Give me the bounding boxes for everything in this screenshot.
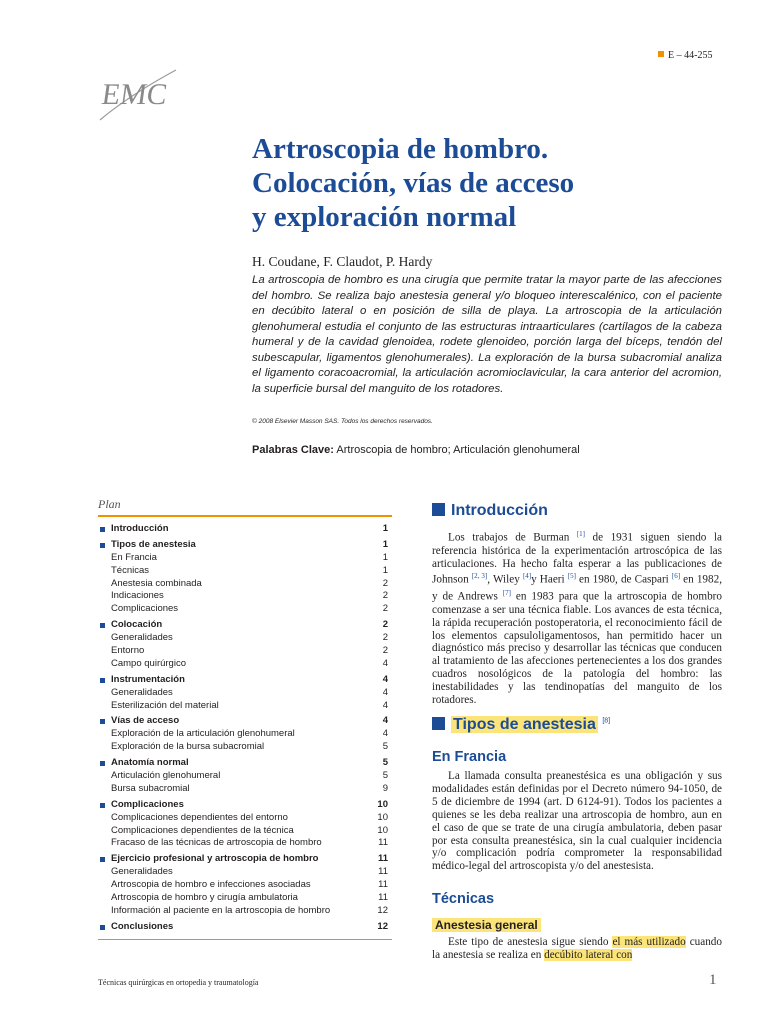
plan-item-page: 2 bbox=[382, 590, 388, 602]
plan-item-label: En Francia bbox=[111, 551, 157, 563]
citation-link[interactable]: [8] bbox=[602, 717, 611, 725]
citation-link[interactable]: [5] bbox=[567, 572, 576, 581]
plan-item-label: Anatomía normal bbox=[111, 757, 189, 769]
plan-title: Plan bbox=[98, 497, 121, 511]
plan-item-page: 11 bbox=[378, 866, 388, 878]
plan-item-page: 2 bbox=[382, 632, 388, 644]
section-heading-introduccion bbox=[432, 502, 548, 520]
reference-code: E – 44-255 bbox=[668, 50, 713, 61]
document-reference bbox=[658, 50, 712, 61]
plan-item-label: Artroscopia de hombro e infecciones asociadas bbox=[111, 879, 311, 891]
heading-text: Tipos de anestesia bbox=[453, 716, 596, 733]
bullet-square-icon bbox=[100, 803, 105, 808]
plan-item-label: Campo quirúrgico bbox=[111, 657, 186, 669]
plan-item-label: Artroscopia de hombro y cirugía ambulatoria bbox=[111, 892, 298, 904]
plan-item-label: Ejercicio profesional y artroscopia de hombro bbox=[111, 853, 319, 865]
plan-item-page: 2 bbox=[382, 645, 388, 657]
plan-item-page: 5 bbox=[382, 770, 388, 782]
plan-item-page: 12 bbox=[377, 904, 388, 916]
blue-square-icon bbox=[432, 503, 445, 516]
plan-subsection-item[interactable] bbox=[98, 552, 392, 565]
keywords-text: Artroscopia de hombro; Articulación glenohumeral bbox=[336, 444, 580, 456]
plan-subsection-item[interactable] bbox=[98, 770, 392, 783]
plan-section-item[interactable] bbox=[98, 757, 392, 770]
svg-text:EMC: EMC bbox=[99, 77, 170, 111]
authors: H. Coudane, F. Claudot, P. Hardy bbox=[252, 254, 433, 269]
plan-item-label: Técnicas bbox=[111, 564, 150, 576]
plan-item-label: Exploración de la articulación glenohumeral bbox=[111, 728, 295, 740]
plan-item-label: Colocación bbox=[111, 619, 163, 631]
page-number: 1 bbox=[709, 972, 717, 988]
plan-item-label: Complicaciones dependientes de la técnica bbox=[111, 824, 294, 836]
copyright: © 2008 Elsevier Masson SAS. Todos los derechos reservados. bbox=[252, 418, 433, 425]
plan-subsection-item[interactable] bbox=[98, 892, 392, 905]
title-line: Colocación, vías de acceso bbox=[252, 167, 575, 199]
plan-subsection-item[interactable] bbox=[98, 812, 392, 825]
plan-item-page: 4 bbox=[382, 699, 388, 711]
plan-item-page: 11 bbox=[378, 879, 388, 891]
plan-item-label: Complicaciones bbox=[111, 603, 179, 615]
plan-item-page: 11 bbox=[378, 892, 388, 904]
paragraph-introduccion: Los trabajos de Burman [1] de 1931 siguen siendo la referencia histórica de la experimentación artroscópica de las articulaciones. Ha hecho falta esperar a las publicaciones de Johnson [2, 3], Wiley [4]y Haeri [5] en 1980, de Caspari [6] en 1982, y de Andrews [7] en 1983 para que la artroscopia de hombro comenzase a ser una técnica fiable. Los avances de esta técnica, la rápida recuperación postoperatoria, el reconocimiento fácil de los elementos capsuloligamentosos, han permitido hacer un diagnóstico más preciso y desarrollar las técnicas que conducen al tratamiento de las afecciones pertenecientes a los dos grandes cuadros nosológicos de la patología del hombro: las inestabilidades y las tendinopatías del manguito de los rotadores. bbox=[432, 530, 722, 707]
bullet-square-icon bbox=[100, 543, 105, 548]
bullet-square-icon bbox=[100, 527, 105, 532]
bullet-square-icon bbox=[100, 719, 105, 724]
highlighted-text: decúbito lateral con bbox=[544, 948, 633, 961]
plan-item-page: 10 bbox=[377, 798, 388, 810]
plan-item-page: 1 bbox=[382, 564, 388, 576]
plan-item-label: Generalidades bbox=[111, 686, 173, 698]
plan-item-label: Instrumentación bbox=[111, 673, 185, 685]
plan-divider bbox=[98, 515, 392, 517]
plan-item-label: Anestesia combinada bbox=[111, 577, 202, 589]
plan-subsection-item[interactable] bbox=[98, 632, 392, 645]
plan-item-page: 4 bbox=[382, 686, 388, 698]
article-title bbox=[252, 132, 722, 234]
citation-link[interactable]: [2, 3] bbox=[471, 572, 488, 581]
plan-item-page: 5 bbox=[382, 757, 388, 769]
plan-subsection-item[interactable] bbox=[98, 728, 392, 741]
plan-item-page: 4 bbox=[382, 657, 388, 669]
paragraph-en-francia: La llamada consulta preanestésica es una obligación y sus modalidades están definidas por el Decreto número 94-1050, de 5 de diciembre de 1994 (art. D 6124-91). Todos los pacientes a quienes se les deba realizar una artroscopia de hombro, aun en el caso de que se trate de una cirugía ambulatoria, deben pasar por esta consulta preanestésica, sin la cual cualquier incidencia y/o complicación podría comprometer la responsabilidad médico-legal del artroscopista y/o del anestesista. bbox=[432, 770, 722, 873]
abstract: La artroscopia de hombro es una cirugía que permite tratar la mayor parte de las afecciones del hombro. Se realiza bajo anestesia general y/o bloqueo interescalénico, con el paciente en decúbito lateral o en posición de silla de playa. La artroscopia de la articulación glenohumeral estudia el conjunto de las estructuras intraarticulares (cartílagos de la cabeza humeral y de la cavidad glenoidea, rodete glenoideo, porción larga del bíceps, tendón del subescapular, ligamentos glenohumerales). La exploración de la bursa subacromial analiza el ligamento coracoacromial, la articulación acromioclavicular, la cara anterior del acromion, la superficie bursal del manguito de los rotadores. bbox=[252, 274, 722, 395]
plan-item-label: Bursa subacromial bbox=[111, 782, 190, 794]
plan-item-page: 2 bbox=[382, 603, 388, 615]
emc-logo bbox=[96, 66, 178, 124]
plan-subsection-item[interactable] bbox=[98, 658, 392, 671]
plan-section-item[interactable] bbox=[98, 921, 392, 934]
plan-section-item[interactable] bbox=[98, 539, 392, 552]
plan-section-item[interactable] bbox=[98, 619, 392, 632]
plan-item-page: 4 bbox=[382, 673, 388, 685]
plan-subsection-item[interactable] bbox=[98, 603, 392, 616]
title-line: y exploración normal bbox=[252, 201, 517, 233]
plan-item-label: Fracaso de las técnicas de artroscopia de hombro bbox=[111, 837, 322, 849]
plan-item-page: 2 bbox=[382, 577, 388, 589]
blue-square-icon bbox=[432, 717, 445, 730]
section-heading-tipos-de-anestesia bbox=[432, 716, 610, 734]
keywords bbox=[252, 444, 580, 456]
plan-item-page: 11 bbox=[378, 837, 388, 849]
plan-item-page: 4 bbox=[382, 715, 388, 727]
plan-subsection-item[interactable] bbox=[98, 565, 392, 578]
plan-section-item[interactable] bbox=[98, 523, 392, 536]
plan-section-item[interactable] bbox=[98, 715, 392, 728]
plan-item-label: Vías de acceso bbox=[111, 715, 180, 727]
subsubsection-heading-anestesia-general bbox=[432, 918, 541, 932]
plan-subsection-item[interactable] bbox=[98, 825, 392, 838]
plan-section-item[interactable] bbox=[98, 799, 392, 812]
plan-item-label: Entorno bbox=[111, 645, 145, 657]
plan-list bbox=[98, 523, 392, 934]
title-line: Artroscopia de hombro. bbox=[252, 133, 549, 165]
plan-item-page: 1 bbox=[382, 538, 388, 550]
plan-box bbox=[98, 497, 392, 940]
plan-item-label: Complicaciones bbox=[111, 798, 184, 810]
footer-text: Técnicas quirúrgicas en ortopedia y traumatología bbox=[98, 978, 259, 987]
plan-item-label: Introducción bbox=[111, 523, 169, 534]
plan-subsection-item[interactable] bbox=[98, 837, 392, 850]
plan-subsection-item[interactable] bbox=[98, 590, 392, 603]
plan-subsection-item[interactable] bbox=[98, 645, 392, 658]
plan-item-label: Generalidades bbox=[111, 632, 173, 644]
paragraph-anestesia-general: Este tipo de anestesia sigue siendo el más utilizado cuando la anestesia se realiza en decúbito lateral con bbox=[432, 936, 722, 961]
plan-section-item[interactable] bbox=[98, 674, 392, 687]
plan-bottom-divider bbox=[98, 939, 392, 940]
bullet-square-icon bbox=[100, 623, 105, 628]
citation-link[interactable]: [6] bbox=[671, 572, 681, 581]
plan-subsection-item[interactable] bbox=[98, 879, 392, 892]
plan-item-page: 1 bbox=[382, 551, 388, 563]
plan-item-label: Tipos de anestesia bbox=[111, 538, 196, 550]
orange-square-icon bbox=[658, 51, 664, 57]
plan-item-page: 11 bbox=[377, 853, 388, 865]
plan-item-page: 10 bbox=[377, 811, 388, 823]
plan-subsection-item[interactable] bbox=[98, 687, 392, 700]
bullet-square-icon bbox=[100, 925, 105, 930]
plan-item-label: Esterilización del material bbox=[111, 699, 219, 711]
plan-subsection-item[interactable] bbox=[98, 783, 392, 796]
plan-item-page: 1 bbox=[382, 523, 388, 534]
bullet-square-icon bbox=[100, 857, 105, 862]
plan-item-label: Generalidades bbox=[111, 866, 173, 878]
plan-item-label: Exploración de la bursa subacromial bbox=[111, 741, 265, 753]
bullet-square-icon bbox=[100, 678, 105, 683]
citation-link[interactable]: [7] bbox=[502, 589, 511, 598]
plan-item-page: 10 bbox=[377, 824, 388, 836]
citation-link[interactable]: [1] bbox=[576, 530, 586, 538]
heading-text: Introducción bbox=[451, 502, 548, 519]
citation-link[interactable]: [4] bbox=[522, 572, 532, 581]
plan-section-item[interactable] bbox=[98, 853, 392, 866]
heading-text: Anestesia general bbox=[432, 918, 541, 932]
plan-item-label: Complicaciones dependientes del entorno bbox=[111, 811, 288, 823]
plan-subsection-item[interactable] bbox=[98, 578, 392, 591]
plan-subsection-item[interactable] bbox=[98, 905, 392, 918]
plan-item-page: 12 bbox=[377, 920, 388, 932]
plan-item-page: 4 bbox=[382, 728, 388, 740]
subsection-heading-en-francia: En Francia bbox=[432, 749, 507, 765]
highlighted-text: el más utilizado bbox=[612, 936, 686, 948]
plan-item-page: 9 bbox=[382, 782, 388, 794]
plan-item-page: 5 bbox=[382, 741, 388, 753]
bullet-square-icon bbox=[100, 761, 105, 766]
plan-item-page: 2 bbox=[382, 619, 388, 631]
plan-item-label: Indicaciones bbox=[111, 590, 164, 602]
plan-item-label: Conclusiones bbox=[111, 920, 174, 932]
plan-subsection-item[interactable] bbox=[98, 700, 392, 713]
plan-subsection-item[interactable] bbox=[98, 741, 392, 754]
plan-subsection-item[interactable] bbox=[98, 866, 392, 879]
keywords-label: Palabras Clave: bbox=[252, 444, 334, 456]
subsection-heading-tecnicas: Técnicas bbox=[432, 891, 495, 907]
plan-item-label: Información al paciente en la artroscopia de hombro bbox=[111, 904, 331, 916]
plan-item-label: Articulación glenohumeral bbox=[111, 770, 221, 782]
